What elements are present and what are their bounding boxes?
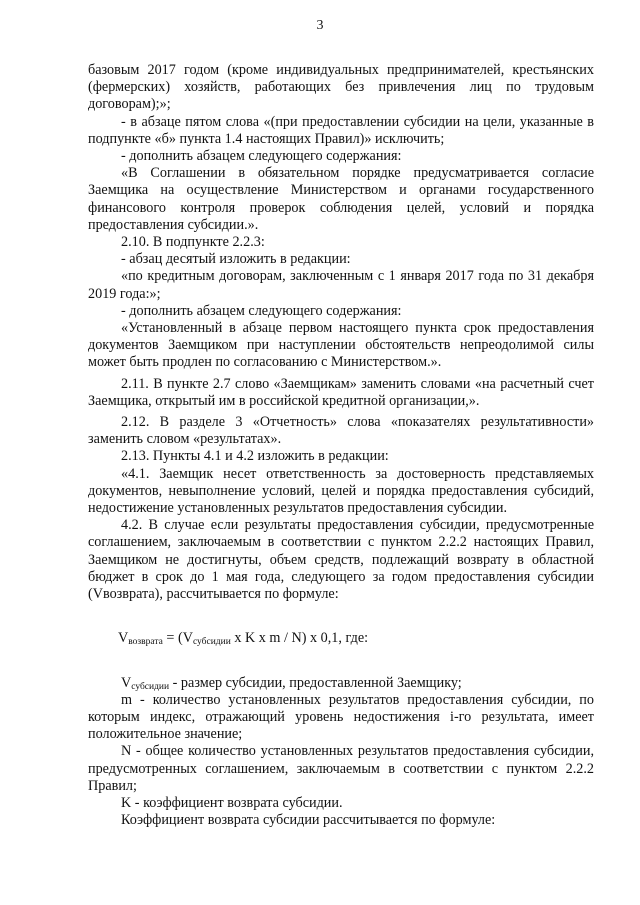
paragraph-6: - абзац десятый изложить в редакции: bbox=[121, 251, 351, 268]
page-number: 3 bbox=[316, 18, 324, 33]
definition-v bbox=[88, 675, 594, 692]
paragraph-8: - дополнить абзацем следующего содержания: bbox=[121, 302, 402, 319]
formula-eq-open: = (V bbox=[162, 630, 193, 647]
definition-v-text: - размер субсидии, предоставленной Заемщику; bbox=[169, 674, 462, 691]
paragraph-4: «В Соглашении в обязательном порядке предусматривается согласие Заемщика на осуществление Министерством и органами государственного финансового контроля проверок соблюдения целей, условий и порядка предоставления субсидии.». bbox=[88, 165, 594, 233]
paragraph-14: 4.2. В случае если результаты предоставления субсидии, предусмотренные соглашением, заключаемым в соответствии с пунктом 2.2.2 настоящих Правил, Заемщиком не достигнуты, объем средств, подлежащий возврату в областной бюджет в срок до 1 мая года, следующего за годом предоставления субсидии (Vвозврата), рассчитывается по формуле: bbox=[88, 517, 594, 603]
paragraph-5: 2.10. В подпункте 2.2.3: bbox=[121, 234, 265, 251]
closing-line: Коэффициент возврата субсидии рассчитывается по формуле: bbox=[121, 812, 496, 829]
paragraph-7: «по кредитным договорам, заключенным с 1 января 2017 года по 31 декабря 2019 года:»; bbox=[88, 268, 594, 302]
definition-k: K - коэффициент возврата субсидии. bbox=[121, 794, 343, 811]
formula-lhs-symbol: V bbox=[118, 630, 129, 647]
paragraph-3: - дополнить абзацем следующего содержания: bbox=[121, 148, 402, 165]
formula-line bbox=[88, 630, 594, 647]
paragraph-9: «Установленный в абзаце первом настоящего пункта срок предоставления документов Заемщиком при наступлении обстоятельств непреодолимой силы может быть продлен по согласованию с Министерством.». bbox=[88, 320, 594, 371]
formula-rhs-subscript: субсидии bbox=[192, 637, 231, 648]
definition-v-symbol: V bbox=[121, 674, 132, 691]
formula-lhs-subscript: возврата bbox=[128, 637, 163, 648]
paragraph-11: 2.12. В разделе 3 «Отчетность» слова «показателях результативности» заменить словом «результатах». bbox=[88, 414, 594, 448]
paragraph-13: «4.1. Заемщик несет ответственность за достоверность представляемых документов, невыполнение условий, целей и порядка предоставления субсидий, недостижение установленных результатов предоставления субсидии. bbox=[88, 465, 594, 517]
paragraph-2: - в абзаце пятом слова «(при предоставлении субсидии на цели, указанные в подпункте «б» пункта 1.4 настоящих Правил)» исключить; bbox=[88, 113, 594, 147]
paragraph-10: 2.11. В пункте 2.7 слово «Заемщикам» заменить словами «на расчетный счет Заемщика, открытый им в российской кредитной организации,». bbox=[88, 375, 594, 409]
paragraph-12: 2.13. Пункты 4.1 и 4.2 изложить в редакции: bbox=[121, 448, 389, 465]
paragraph-1: базовым 2017 годом (кроме индивидуальных предпринимателей, крестьянских (фермерских) хозяйств, работающих без привлечения лиц по трудовым договорам);»; bbox=[88, 62, 594, 113]
definition-n: N - общее количество установленных результатов предоставления субсидии, предусмотренных соглашением, заключаемым в соответствии с пунктом 2.2.2 Правил; bbox=[88, 743, 594, 794]
document-body bbox=[88, 62, 594, 829]
formula-rest: x K x m / N) x 0,1, где: bbox=[230, 630, 369, 647]
definition-m: m - количество установленных результатов предоставления субсидии, по которым индекс, отражающий уровень недостижения i-го результата, имеет положительное значение; bbox=[88, 691, 594, 743]
definition-v-subscript: субсидии bbox=[131, 681, 170, 692]
